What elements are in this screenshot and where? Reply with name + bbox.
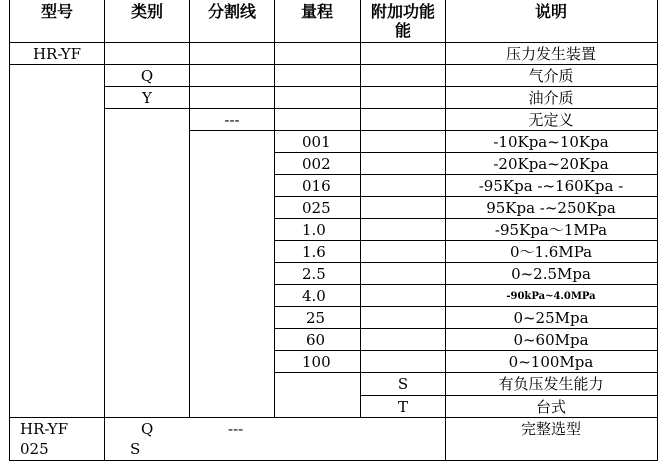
example-description: 完整选型 [520,420,582,438]
range-code: 4.0 [302,287,326,305]
category-description: 油介质 [528,89,574,107]
range-description: -20Kpa~20Kpa [493,155,609,173]
header-divider: 分割线 [207,2,257,21]
category-code: Y [142,89,152,107]
header-function-wrap: 能 [395,21,412,40]
range-description: -10Kpa~10Kpa [493,133,609,151]
function-code: T [397,398,409,416]
category-description: 气介质 [528,67,574,85]
range-code: 60 [306,331,326,349]
header-range: 量程 [300,2,334,21]
example-category-line1: Q [141,420,154,438]
range-description: 0~100Mpa [508,353,594,371]
range-description: 0~2.5Mpa [511,265,591,283]
range-description: -90kPa~4.0MPa [506,291,596,302]
divider-description: 无定义 [528,111,574,129]
range-code: 016 [302,177,331,195]
example-divider: --- [228,420,244,438]
range-code: 1.0 [302,221,326,239]
model-description: 压力发生装置 [505,45,597,63]
header-function: 附加功能 [370,2,436,21]
range-code: 001 [302,133,331,151]
header-description: 说明 [534,2,568,21]
category-code: Q [140,67,154,85]
function-description: 有负压发生能力 [498,375,604,393]
example-category-line2: S [130,440,141,458]
range-code: 2.5 [302,265,326,283]
range-description: 0~60Mpa [513,331,589,349]
range-description: -95Kpa -~160Kpa - [478,177,624,195]
divider-code: --- [224,111,240,129]
header-category: 类别 [130,2,164,21]
header-model: 型号 [40,2,74,21]
range-description: 0～1.6MPa [509,243,593,261]
range-description: -95Kpa～1MPa [494,221,608,239]
model-code: HR-YF [32,45,82,63]
function-code: S [397,375,409,393]
range-code: 25 [306,309,326,327]
function-description: 台式 [535,398,567,416]
range-code: 100 [302,353,331,371]
range-code: 1.6 [302,243,326,261]
example-model-line2: 025 [20,440,49,458]
range-code: 002 [302,155,331,173]
example-model-line1: HR-YF [20,420,69,438]
range-code: 025 [302,199,331,217]
range-description: 95Kpa -~250Kpa [486,199,616,217]
range-description: 0~25Mpa [513,309,589,327]
